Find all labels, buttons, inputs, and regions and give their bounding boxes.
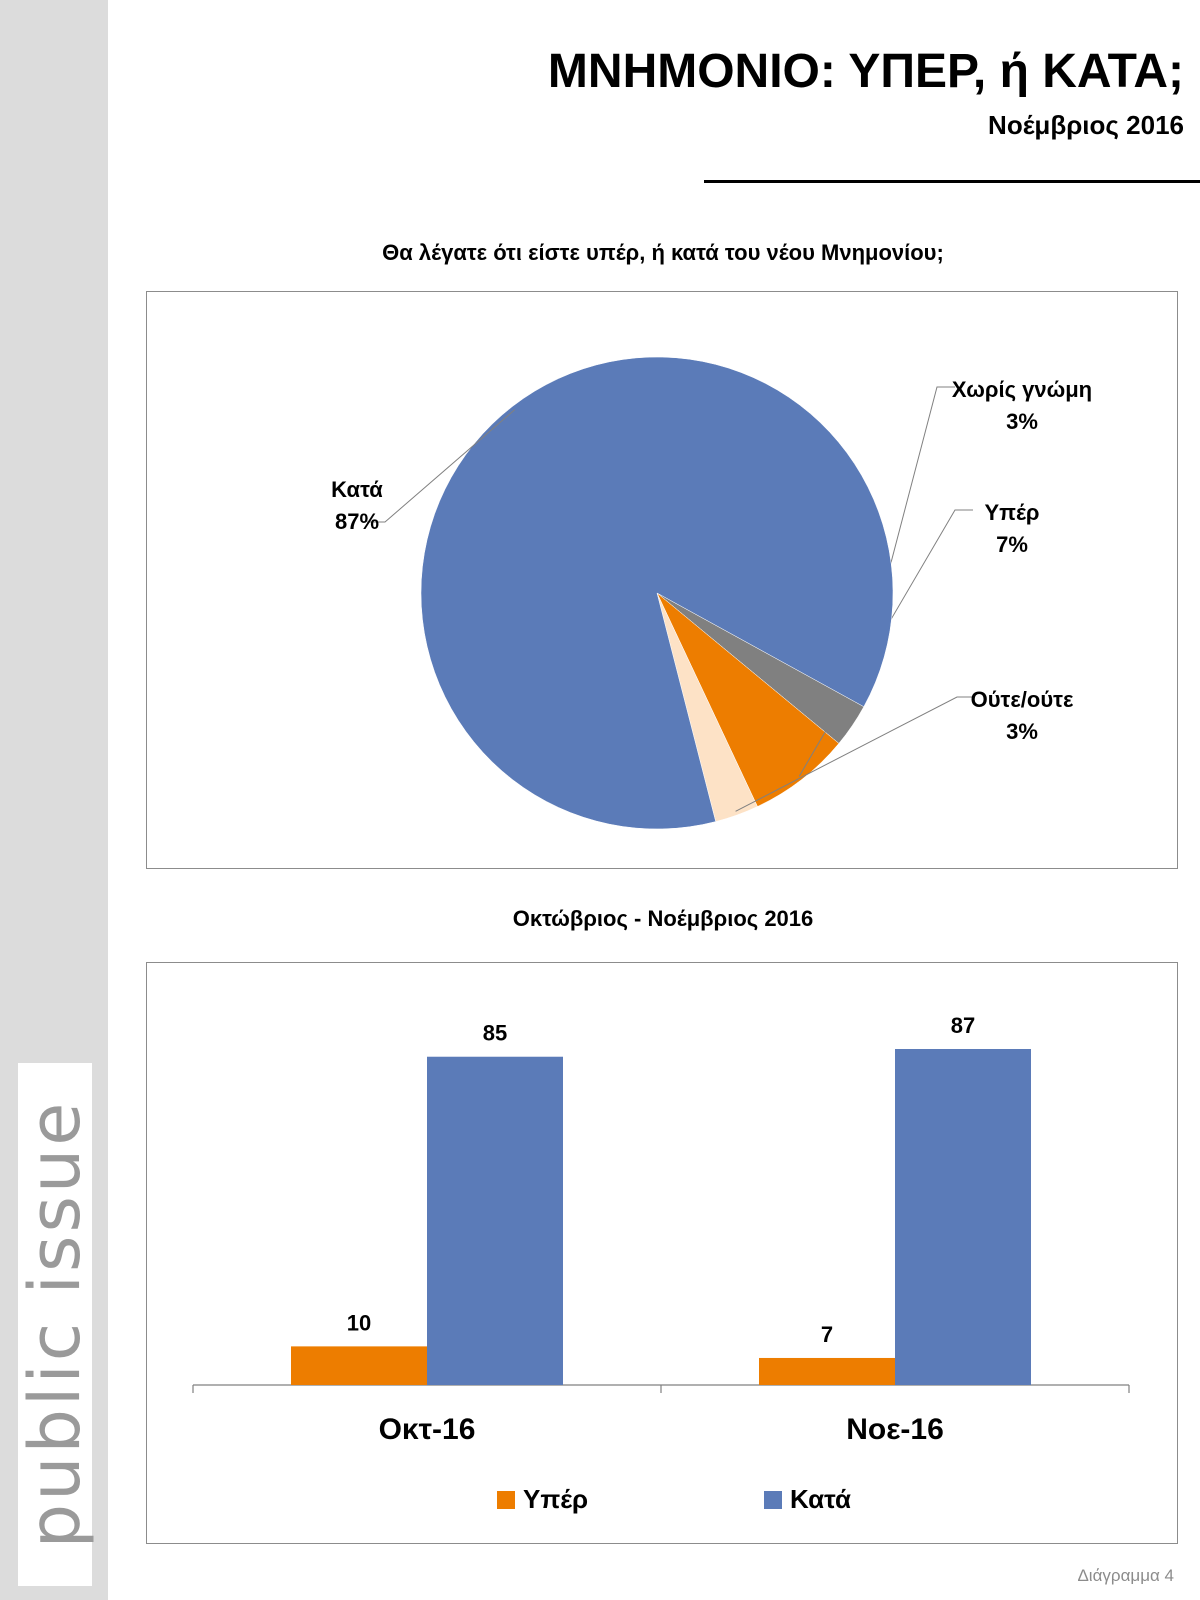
- legend-label-yper: Υπέρ: [523, 1484, 589, 1514]
- bar-υπερ-οκτ-16: [291, 1346, 427, 1385]
- page-subtitle: Νοέμβριος 2016: [988, 110, 1184, 140]
- bar-value-label: 87: [950, 1013, 976, 1038]
- bar-chart-legend: [0, 1484, 1200, 1514]
- bar-υπερ-νοε-16: [759, 1358, 895, 1385]
- pie-chart: [147, 292, 1177, 868]
- bar-chart: [147, 963, 1177, 1543]
- x-tick-label-νοε-16: Νοε-16: [846, 1413, 944, 1446]
- brand-logo-text: public issue: [14, 1099, 96, 1549]
- pie-value-ουτε-ουτε: 3%: [1006, 719, 1038, 744]
- page-title: ΜΝΗΜΟΝΙΟ: ΥΠΕΡ, ή ΚΑΤΑ;: [547, 45, 1184, 98]
- x-tick-label-οκτ-16: Οκτ-16: [378, 1413, 476, 1446]
- sidebar: [0, 0, 108, 1600]
- pie-label-κατα: Κατά: [331, 477, 383, 502]
- pie-label-ουτε-ουτε: Ούτε/ούτε: [970, 687, 1074, 712]
- pie-chart-frame: [146, 291, 1178, 869]
- bar-κατα-νοε-16: [895, 1049, 1031, 1385]
- pie-label-χωρις-γνωμη: Χωρίς γνώμη: [951, 377, 1093, 402]
- pie-value-κατα: 87%: [334, 509, 380, 534]
- bar-value-label: 10: [346, 1310, 372, 1336]
- legend-swatch-kata: [764, 1491, 782, 1509]
- bar-κατα-οκτ-16: [427, 1057, 563, 1385]
- bar-value-label: 7: [820, 1321, 834, 1347]
- legend-label-kata: Κατά: [790, 1484, 852, 1514]
- pie-label-υπερ: Υπέρ: [984, 500, 1040, 525]
- pie-value-χωρις-γνωμη: 3%: [1006, 409, 1038, 434]
- figure-number: Διάγραμμα 4: [1077, 1566, 1174, 1585]
- legend-item-kata: [764, 1484, 851, 1515]
- header-divider: [704, 180, 1200, 183]
- pie-value-υπερ: 7%: [996, 532, 1028, 557]
- bar-chart-title: Οκτώβριος - Νοέμβριος 2016: [512, 906, 814, 931]
- legend-item-yper: [497, 1484, 588, 1515]
- bar-value-label: 85: [482, 1020, 508, 1046]
- pie-chart-title: Θα λέγατε ότι είστε υπέρ, ή κατά του νέου Μνημονίου;: [382, 240, 944, 265]
- bar-chart-frame: [146, 962, 1178, 1544]
- legend-swatch-yper: [497, 1491, 515, 1509]
